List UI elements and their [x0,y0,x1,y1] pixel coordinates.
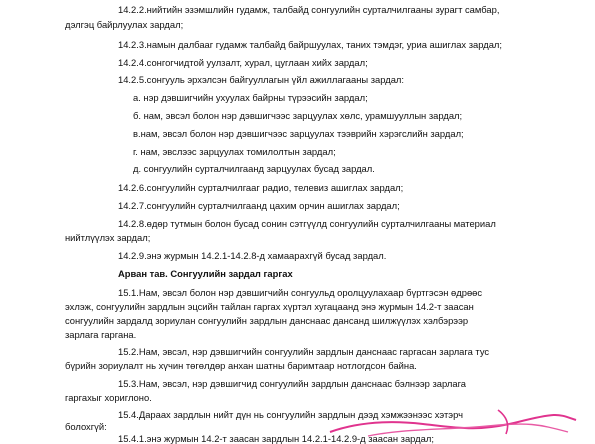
signature-scribble [328,402,578,442]
text-line: 15.1.Нам, эвсэл болон нэр дэвшигчийн сонгуульд оролцуулахаар бүртгэсэн өдрөөс [118,287,483,298]
text-line: зарлага гаргана. [65,329,137,340]
text-line: дэлгэц байрлуулах зардал; [65,19,184,30]
text-line: д. сонгуулийн сурталчилгаанд зарцуулах бусад зардал. [133,163,375,174]
text-line: 15.4.Дараах зардлын нийт дүн нь сонгуулийн зардлын дээд хэмжээнээс хэтэрч [118,409,463,420]
text-line: 14.2.7.сонгуулийн сурталчилгаанд цахим орчин ашиглах зардал; [118,200,400,211]
text-line: 14.2.2.нийтийн эзэмшлийн гудамж, талбайд сонгуулийн сурталчилгааны зурагт самбар, [118,4,500,15]
text-line: в.нам, эвсэл болон нэр дэвшигчээс зарцуулах тээврийн хэрэгслийн зардал; [133,128,464,139]
text-line: нийтлүүлэх зардал; [65,232,151,243]
text-line: 14.2.6.сонгуулийн сурталчилгааг радио, телевиз ашиглах зардал; [118,182,404,193]
text-line: 15.3.Нам, эвсэл, нэр дэвшигчид сонгуулийн зардлын данснаас бэлнээр зарлага [118,378,466,389]
text-line: бүрийн зориулалт нь хүчин төгөлдөр анхан шатны баримтаар нотлогдсон байна. [65,360,417,371]
text-line: 14.2.5.сонгууль эрхэлсэн байгууллагын үйл ажиллагааны зардал: [118,74,404,85]
text-line: гаргахыг хориглоно. [65,392,152,403]
text-line: 14.2.8.өдөр тутмын болон бусад сонин сэтгүүлд сонгуулийн сурталчилгааны материал [118,218,496,229]
text-line: 14.2.9.энэ журмын 14.2.1-14.2.8-д хамаарахгүй бусад зардал. [118,250,387,261]
text-line: г. нам, эвслээс зарцуулах томилолтын зардал; [133,146,336,157]
text-line: эхлэж, сонгуулийн зардлын эцсийн тайлан гаргах хүртэл хугацаанд энэ журмын 14.2-т заасан [65,301,474,312]
text-line: 15.4.1.энэ журмын 14.2-т заасан зардлын 14.2.1-14.2.9-д заасан зардал; [118,433,434,444]
text-line: сонгуулийн зардалд зориулан сонгуулийн зардлын данснаас дансанд шилжүүлэх хэлбэрээр [65,315,469,326]
text-line: б. нам, эвсэл болон нэр дэвшигчээс зарцуулах хөлс, урамшууллын зардал; [133,110,463,121]
text-line: 14.2.4.сонгогчидтой уулзалт, хурал, цуглаан хийх зардал; [118,57,368,68]
text-line: 15.2.Нам, эвсэл, нэр дэвшигчийн сонгуулийн зардлын данснаас гаргасан зарлага тус [118,346,490,357]
text-line: а. нэр дэвшигчийн ухуулах байрны түрээсийн зардал; [133,92,368,103]
text-line: 14.2.3.намын далбааг гудамж талбайд байршуулах, таних тэмдэг, уриа ашиглах зардал; [118,39,502,50]
text-line: болохгүй: [65,421,107,432]
section-heading: Арван тав. Сонгуулийн зардал гаргах [118,268,293,279]
